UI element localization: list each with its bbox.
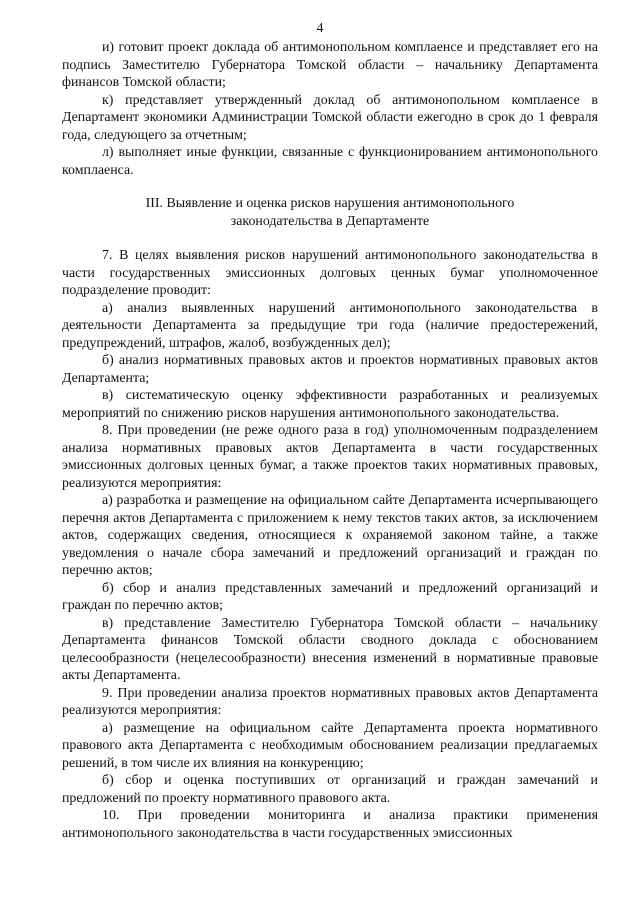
paragraph-8b: б) сбор и анализ представленных замечаний и предложений организаций и граждан по перечню актов;: [62, 580, 598, 613]
paragraph-i: и) готовит проект доклада об антимонопольном комплаенсе и представляет его на подпись Заместителю Губернатора Томской области – начальнику Департамента финансов Томской области;: [62, 40, 598, 90]
paragraph-k: к) представляет утвержденный доклад об антимонопольном комплаенсе в Департамент экономики Администрации Томской области ежегодно в срок до 1 февраля года, следующего за отчетным;: [62, 92, 598, 143]
paragraph-8v: в) представление Заместителю Губернатора Томской области – начальнику Департамента финансов Томской области сводного доклада с обоснованием целесообразности (нецелесообразности) внесения изменений в нормативные правовые акты Департамента.: [62, 615, 598, 683]
document-body: [62, 39, 598, 842]
paragraph-7: 7. В целях выявления рисков нарушений антимонопольного законодательства в части государственных эмиссионных долговых ценных бумаг уполномоченное подразделение проводит:: [62, 248, 598, 298]
paragraph-9b: б) сбор и оценка поступивших от организаций и граждан замечаний и предложений по проекту нормативного правового акта.: [62, 773, 598, 806]
section-title-line-2: законодательства в Департаменте: [230, 213, 430, 229]
paragraph-7b: б) анализ нормативных правовых актов и проектов нормативных правовых актов Департамента;: [62, 353, 598, 386]
paragraph-9a: а) размещение на официальном сайте Департамента проекта нормативного правового акта Департамента с необходимым обоснованием реализации предлагаемых решений, в том числе их влияния на конкуренцию;: [62, 720, 598, 771]
paragraph-10: 10. При проведении мониторинга и анализа практики применения антимонопольного законодательства в части государственных эмиссионных: [62, 808, 598, 841]
paragraph-9: 9. При проведении анализа проектов нормативных правовых актов Департамента реализуются мероприятия:: [62, 685, 598, 718]
paragraph-l: л) выполняет иные функции, связанные с функционированием антимонопольного комплаенса.: [62, 145, 598, 178]
paragraph-8a: а) разработка и размещение на официальном сайте Департамента исчерпывающего перечня актов Департамента с приложением к нему текстов таких актов, за исключением актов, содержащих сведения, относящиеся к охраняемой законом тайне, а также уведомления о начале сбора замечаний и предложений организаций и граждан по перечню актов;: [62, 493, 598, 578]
paragraph-7a: а) анализ выявленных нарушений антимонопольного законодательства в деятельности Департамента за предыдущие три года (наличие предостережений, предупреждений, штрафов, жалоб, возбужденных дел);: [62, 300, 598, 351]
page-number: 4: [316, 20, 324, 35]
section-title-line-1: III. Выявление и оценка рисков нарушения антимонопольного: [145, 196, 515, 211]
section-title: [62, 195, 598, 230]
paragraph-8: 8. При проведении (не реже одного раза в год) уполномоченным подразделением анализа нормативных правовых актов Департамента в части государственных эмиссионных долговых ценных бумаг, а также проектов таких нормативных правовых, реализуются мероприятия:: [62, 423, 598, 491]
paragraph-7v: в) систематическую оценку эффективности разработанных и реализуемых мероприятий по снижению рисков нарушения антимонопольного законодательства.: [62, 388, 598, 421]
